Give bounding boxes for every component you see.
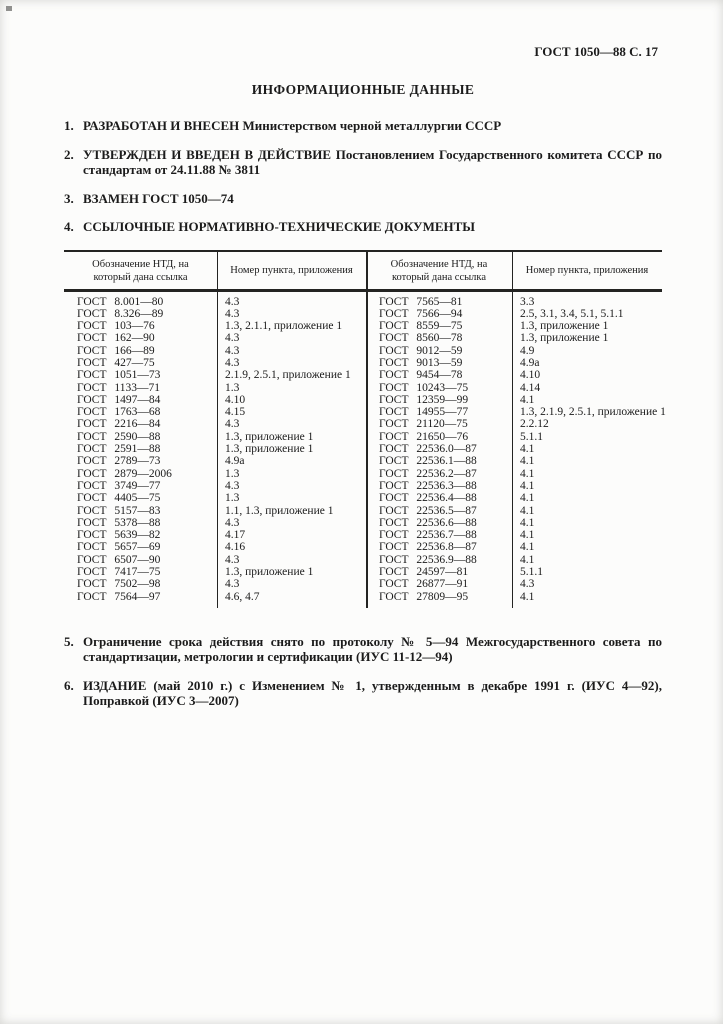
table-right-half [366, 295, 666, 603]
clause-ref-cell: 4.9а [520, 356, 540, 369]
ntd-designation-cell: ГОСТ 7417—75 [77, 566, 161, 579]
ntd-designation-cell: ГОСТ 22536.6—88 [379, 516, 477, 529]
info-item-3 [64, 191, 662, 207]
reference-documents-table [64, 250, 666, 608]
page-title: ИНФОРМАЦИОННЫЕ ДАННЫЕ [251, 82, 475, 97]
clause-ref-cell: 4.9 [520, 344, 535, 357]
clause-ref-cell: 1.3, приложение 1 [520, 320, 609, 333]
ntd-designation-cell: ГОСТ 2590—88 [77, 430, 161, 443]
ntd-designation-cell: ГОСТ 6507—90 [77, 553, 161, 566]
item-line: ИЗДАНИЕ (май 2010 г.) с Изменением № 1, утвержденным в декабре 1991 г. (ИУС 4—92), [83, 677, 662, 693]
clause-ref-cell: 4.3 [225, 307, 240, 320]
ntd-designation-cell: ГОСТ 27809—95 [379, 590, 469, 603]
clause-ref-cell: 4.3 [225, 332, 240, 345]
table-row [64, 345, 366, 357]
ntd-designation-cell: ГОСТ 166—89 [77, 344, 155, 357]
table-row [366, 591, 662, 603]
table-row [64, 541, 366, 553]
ntd-designation-cell: ГОСТ 2216—84 [77, 418, 161, 431]
clause-ref-cell: 4.3 [225, 578, 240, 591]
ntd-designation-cell: ГОСТ 22536.3—88 [379, 479, 477, 492]
ntd-designation-cell: ГОСТ 7502—98 [77, 578, 161, 591]
ntd-designation-cell: ГОСТ 22536.8—87 [379, 541, 477, 554]
table-row [64, 308, 366, 320]
clause-ref-cell: 4.3 [225, 479, 240, 492]
table-row [64, 406, 366, 418]
ntd-designation-cell: ГОСТ 2789—73 [77, 455, 161, 468]
table-row [366, 382, 662, 394]
clause-ref-cell: 4.15 [225, 406, 246, 419]
ntd-designation-cell: ГОСТ 24597—81 [379, 566, 469, 579]
ntd-designation-cell: ГОСТ 2591—88 [77, 443, 161, 456]
clause-ref-cell: 1.1, 1.3, приложение 1 [225, 504, 334, 517]
ntd-designation-cell: ГОСТ 7566—94 [379, 307, 463, 320]
table-row [64, 320, 366, 332]
table-row [64, 394, 366, 406]
table-row [64, 492, 366, 504]
table-left-half [64, 296, 366, 603]
clause-ref-cell: 4.1 [520, 541, 535, 554]
table-row [64, 554, 366, 566]
clause-ref-cell: 1.3, 2.1.1, приложение 1 [225, 320, 343, 333]
item-line: Поправкой (ИУС 3—2007) [83, 693, 239, 709]
table-row [366, 394, 662, 406]
ntd-designation-cell: ГОСТ 9013—59 [379, 356, 463, 369]
ntd-designation-cell: ГОСТ 5157—83 [77, 504, 161, 517]
clause-ref-cell: 4.1 [520, 590, 535, 603]
table-row [366, 320, 662, 332]
table-row [366, 505, 662, 517]
ntd-designation-cell: ГОСТ 22536.2—87 [379, 467, 477, 480]
page-ref: ГОСТ 1050—88 С. 17 [534, 44, 658, 59]
clause-ref-cell: 3.3 [520, 295, 535, 308]
ntd-designation-cell: ГОСТ 8.326—89 [77, 307, 164, 320]
ntd-designation-cell: ГОСТ 5657—69 [77, 541, 161, 554]
table-row [64, 369, 366, 381]
clause-ref-cell: 1.3, приложение 1 [520, 332, 609, 345]
ntd-designation-cell: ГОСТ 10243—75 [379, 381, 469, 394]
clause-ref-cell: 4.16 [225, 541, 246, 554]
ntd-designation-cell: ГОСТ 1497—84 [77, 393, 161, 406]
ntd-designation-cell: ГОСТ 4405—75 [77, 492, 161, 505]
ntd-designation-cell: ГОСТ 5378—88 [77, 516, 161, 529]
ntd-designation-cell: ГОСТ 1133—71 [77, 381, 160, 394]
item-line: ВЗАМЕН ГОСТ 1050—74 [83, 190, 234, 206]
table-row [64, 505, 366, 517]
item-line: ССЫЛОЧНЫЕ НОРМАТИВНО-ТЕХНИЧЕСКИЕ ДОКУМЕНТЫ [83, 219, 476, 234]
ntd-designation-cell: ГОСТ 1051—73 [77, 369, 161, 382]
ntd-designation-cell: ГОСТ 7564—97 [77, 590, 161, 603]
table-row [366, 468, 662, 480]
table-row [366, 308, 662, 320]
table-row [366, 357, 662, 369]
item-line: УТВЕРЖДЕН И ВВЕДЕН В ДЕЙСТВИЕ Постановлением Государственного комитета СССР по [83, 146, 662, 162]
clause-ref-cell: 5.1.1 [520, 430, 543, 443]
table-row [366, 369, 662, 381]
clause-ref-cell: 4.3 [225, 418, 240, 431]
table-row [64, 591, 366, 603]
table-row [366, 541, 662, 553]
table-row [366, 554, 662, 566]
clause-ref-cell: 1.3, приложение 1 [225, 566, 314, 579]
table-header-cell: Обозначение НТД, на который дана ссылка [92, 258, 189, 283]
table-row [64, 418, 366, 430]
ntd-designation-cell: ГОСТ 22536.7—88 [379, 529, 477, 542]
table-row [64, 468, 366, 480]
table-row [366, 296, 662, 308]
table-row [366, 332, 662, 344]
table-header-cell: Номер пункта, приложения [230, 265, 353, 276]
clause-ref-cell: 4.6, 4.7 [225, 590, 260, 603]
clause-ref-cell: 4.17 [225, 529, 246, 542]
ntd-designation-cell: ГОСТ 22536.5—87 [379, 504, 477, 517]
clause-ref-cell: 4.3 [225, 295, 240, 308]
clause-ref-cell: 1.3, 2.1.9, 2.5.1, приложение 1 [520, 406, 666, 419]
clause-ref-cell: 4.3 [520, 578, 535, 591]
ntd-designation-cell: ГОСТ 9454—78 [379, 369, 463, 382]
item-number: 1. [64, 118, 74, 133]
clause-ref-cell: 4.3 [225, 516, 240, 529]
ntd-designation-cell: ГОСТ 427—75 [77, 356, 155, 369]
column-divider-middle [366, 252, 368, 608]
ntd-designation-cell: ГОСТ 22536.4—88 [379, 492, 477, 505]
table-header-row [64, 252, 662, 292]
table-header-cell: Обозначение НТД, на который дана ссылка [390, 258, 488, 283]
clause-ref-cell: 1.3 [225, 467, 240, 480]
info-items-bottom [64, 634, 662, 709]
table-row [64, 357, 366, 369]
item-line: РАЗРАБОТАН И ВНЕСЕН Министерством черной металлургии СССР [83, 118, 502, 133]
item-number: 2. [64, 146, 74, 162]
info-item-4 [64, 219, 662, 235]
table-row [366, 492, 662, 504]
item-line: стандартизации, метрологии и сертификации (ИУС 11-12—94) [83, 649, 453, 665]
table-header-cell: Номер пункта, приложения [525, 265, 649, 276]
table-row [366, 517, 662, 529]
ntd-designation-cell: ГОСТ 103—76 [77, 320, 155, 333]
clause-ref-cell: 1.3 [225, 381, 240, 394]
info-item-2 [64, 147, 662, 178]
clause-ref-cell: 4.3 [225, 553, 240, 566]
column-divider [512, 252, 513, 608]
ntd-designation-cell: ГОСТ 26877—91 [379, 578, 469, 591]
clause-ref-cell: 4.1 [520, 479, 535, 492]
ntd-designation-cell: ГОСТ 9012—59 [379, 344, 463, 357]
item-line: Ограничение срока действия снято по протоколу № 5—94 Межгосударственного совета по [83, 633, 662, 649]
column-divider [217, 252, 218, 608]
table-row [64, 566, 366, 578]
table-row [64, 296, 366, 308]
clause-ref-cell: 1.3 [225, 492, 240, 505]
table-row [64, 578, 366, 590]
ntd-designation-cell: ГОСТ 2879—2006 [77, 467, 172, 480]
clause-ref-cell: 4.9а [225, 455, 245, 468]
clause-ref-cell: 2.5, 3.1, 3.4, 5.1, 5.1.1 [520, 307, 624, 320]
item-number: 6. [64, 677, 74, 693]
table-row [366, 566, 662, 578]
table-row [366, 529, 662, 541]
ntd-designation-cell: ГОСТ 12359—99 [379, 393, 469, 406]
item-number: 3. [64, 190, 74, 206]
ntd-designation-cell: ГОСТ 21120—75 [379, 418, 468, 431]
ntd-designation-cell: ГОСТ 21650—76 [379, 430, 469, 443]
table-row [366, 406, 666, 419]
clause-ref-cell: 4.1 [520, 553, 535, 566]
clause-ref-cell: 1.3, приложение 1 [225, 430, 314, 443]
clause-ref-cell: 4.10 [520, 369, 541, 382]
ntd-designation-cell: ГОСТ 8559—75 [379, 320, 463, 333]
clause-ref-cell: 2.1.9, 2.5.1, приложение 1 [225, 369, 351, 382]
table-row [64, 455, 366, 467]
info-item-1 [64, 118, 662, 134]
table-row [64, 517, 366, 529]
info-item-6 [64, 678, 662, 709]
clause-ref-cell: 4.14 [520, 381, 541, 394]
ntd-designation-cell: ГОСТ 3749—77 [77, 479, 161, 492]
ntd-designation-cell: ГОСТ 22536.9—88 [379, 553, 477, 566]
clause-ref-cell: 2.2.12 [520, 418, 549, 431]
ntd-designation-cell: ГОСТ 1763—68 [77, 406, 161, 419]
item-line: стандартам от 24.11.88 № 3811 [83, 162, 261, 177]
ntd-designation-cell: ГОСТ 162—90 [77, 332, 155, 345]
clause-ref-cell: 4.1 [520, 492, 535, 505]
table-row [366, 345, 662, 357]
ntd-designation-cell: ГОСТ 8.001—80 [77, 295, 164, 308]
clause-ref-cell: 4.1 [520, 393, 535, 406]
item-number: 5. [64, 633, 74, 649]
clause-ref-cell: 4.3 [225, 344, 240, 357]
info-item-5 [64, 634, 662, 665]
clause-ref-cell: 4.1 [520, 504, 535, 517]
table-row [366, 480, 662, 492]
ntd-designation-cell: ГОСТ 14955—77 [379, 406, 469, 419]
item-number: 4. [64, 219, 74, 234]
table-row [64, 431, 366, 443]
page-content [64, 44, 666, 722]
ntd-designation-cell: ГОСТ 22536.0—87 [379, 443, 477, 456]
ntd-designation-cell: ГОСТ 5639—82 [77, 529, 161, 542]
table-row [64, 332, 366, 344]
scan-artifact [6, 6, 12, 11]
ntd-designation-cell: ГОСТ 8560—78 [379, 332, 463, 345]
clause-ref-cell: 1.3, приложение 1 [225, 443, 314, 456]
clause-ref-cell: 4.1 [520, 516, 535, 529]
table-body [64, 292, 666, 608]
ntd-designation-cell: ГОСТ 7565—81 [379, 295, 463, 308]
table-row [366, 418, 662, 430]
table-row [64, 480, 366, 492]
table-row [366, 431, 662, 443]
table-row [366, 578, 662, 590]
ntd-designation-cell: ГОСТ 22536.1—88 [379, 455, 477, 468]
table-row [64, 382, 366, 394]
clause-ref-cell: 4.1 [520, 443, 535, 456]
info-items-top [64, 118, 662, 235]
table-row [366, 455, 662, 467]
clause-ref-cell: 4.1 [520, 467, 535, 480]
table-row [64, 529, 366, 541]
clause-ref-cell: 4.3 [225, 356, 240, 369]
table-row [64, 443, 366, 455]
clause-ref-cell: 4.1 [520, 529, 535, 542]
table-row [366, 443, 662, 455]
clause-ref-cell: 4.10 [225, 393, 246, 406]
clause-ref-cell: 4.1 [520, 455, 535, 468]
clause-ref-cell: 5.1.1 [520, 566, 543, 579]
